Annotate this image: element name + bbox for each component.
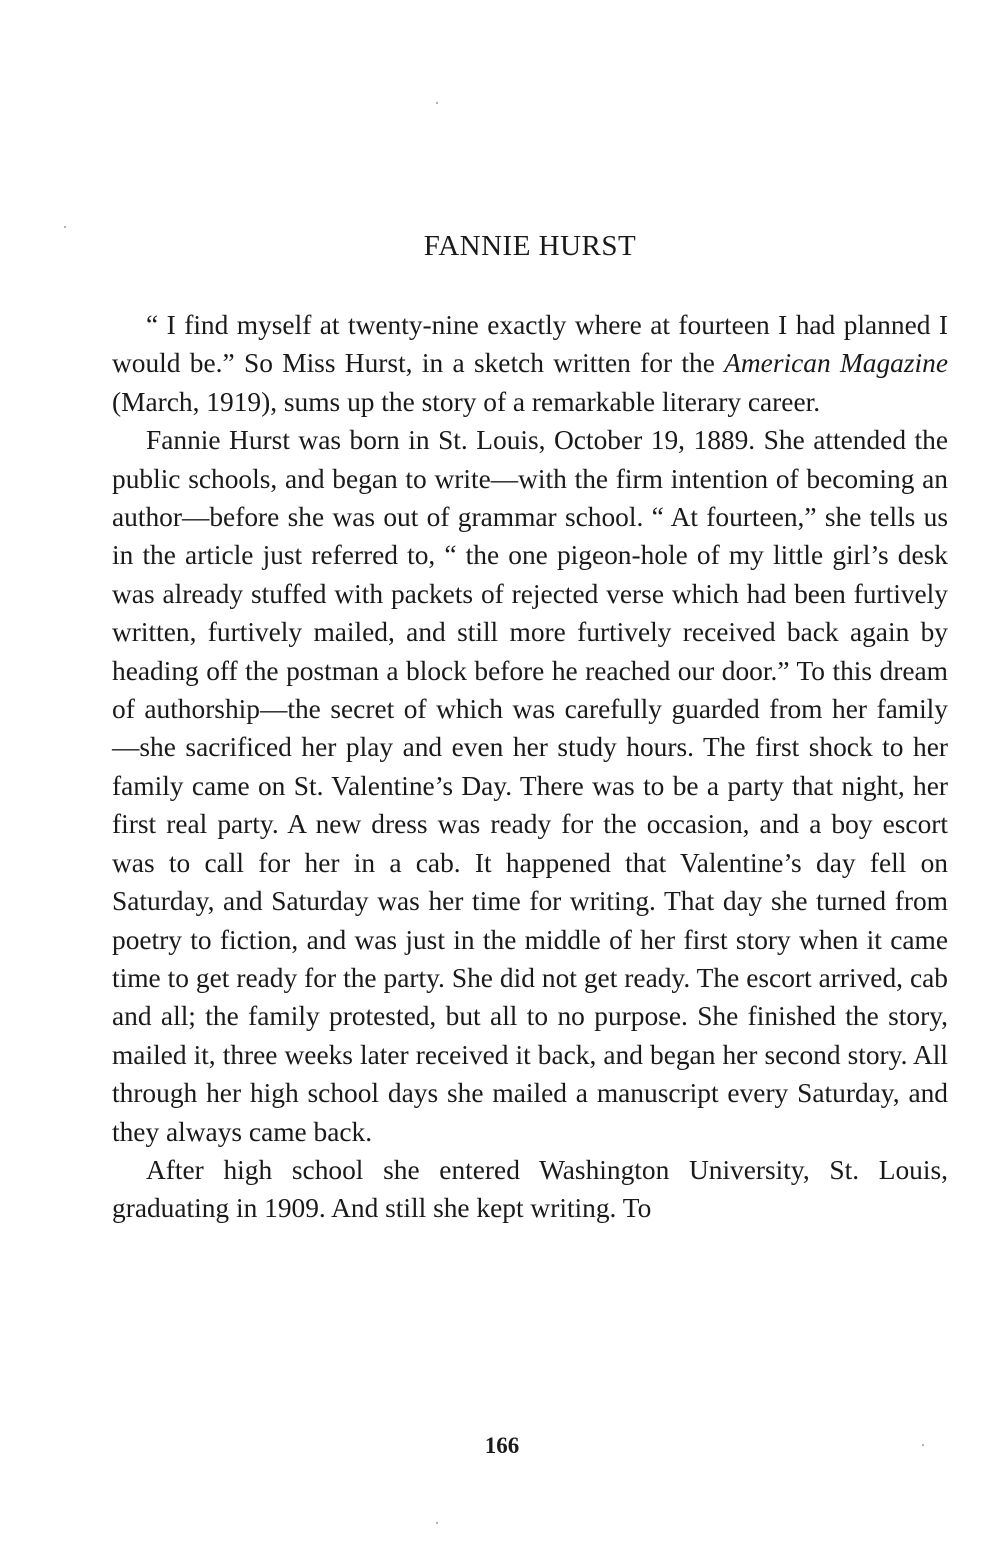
- paragraph-1: [112, 306, 948, 421]
- body-text: [112, 306, 948, 1228]
- magazine-title: American Magazine: [724, 348, 948, 379]
- paragraph-1-lead: “ I find myself at twenty-nine exactly where at fourteen I had planned I would be.” So Miss Hurst, in a sketch written for the: [112, 310, 948, 379]
- paragraph-3: After high school she entered Washington University, St. Louis, graduating in 1909. And still she kept writing. To: [112, 1154, 948, 1224]
- scan-speck: [922, 1444, 924, 1446]
- page-number: 166: [484, 1433, 520, 1458]
- chapter-heading: FANNIE HURST: [423, 230, 637, 262]
- book-page: [112, 0, 948, 1550]
- scan-speck: [64, 226, 66, 228]
- scan-speck: [436, 1522, 438, 1524]
- paragraph-2: Fannie Hurst was born in St. Louis, October 19, 1889. She attended the public schools, and began to write—with the firm intention of becoming an author—before she was out of grammar school. “ At fourteen,” she tells us in the article just referred to, “ the one pigeon-hole of my little girl’s desk was already stuffed with packets of rejected verse which had been furtively written, furtively mailed, and still more furtively received back again by heading off the postman a block before he reached our door.” To this dream of authorship—the secret of which was carefully guarded from her family—she sacrificed her play and even her study hours. The first shock to her family came on St. Valentine’s Day. There was to be a party that night, her first real party. A new dress was ready for the occasion, and a boy escort was to call for her in a cab. It happened that Valentine’s day fell on Saturday, and Saturday was her time for writing. That day she turned from poetry to fiction, and was just in the middle of her first story when it came time to get ready for the party. She did not get ready. The escort arrived, cab and all; the family protested, but all to no purpose. She finished the story, mailed it, three weeks later received it back, and began her second story. All through her high school days she mailed a manuscript every Saturday, and they always came back.: [112, 425, 948, 1147]
- scan-speck: [436, 102, 438, 104]
- paragraph-1-tail: (March, 1919), sums up the story of a remarkable literary career.: [112, 386, 821, 417]
